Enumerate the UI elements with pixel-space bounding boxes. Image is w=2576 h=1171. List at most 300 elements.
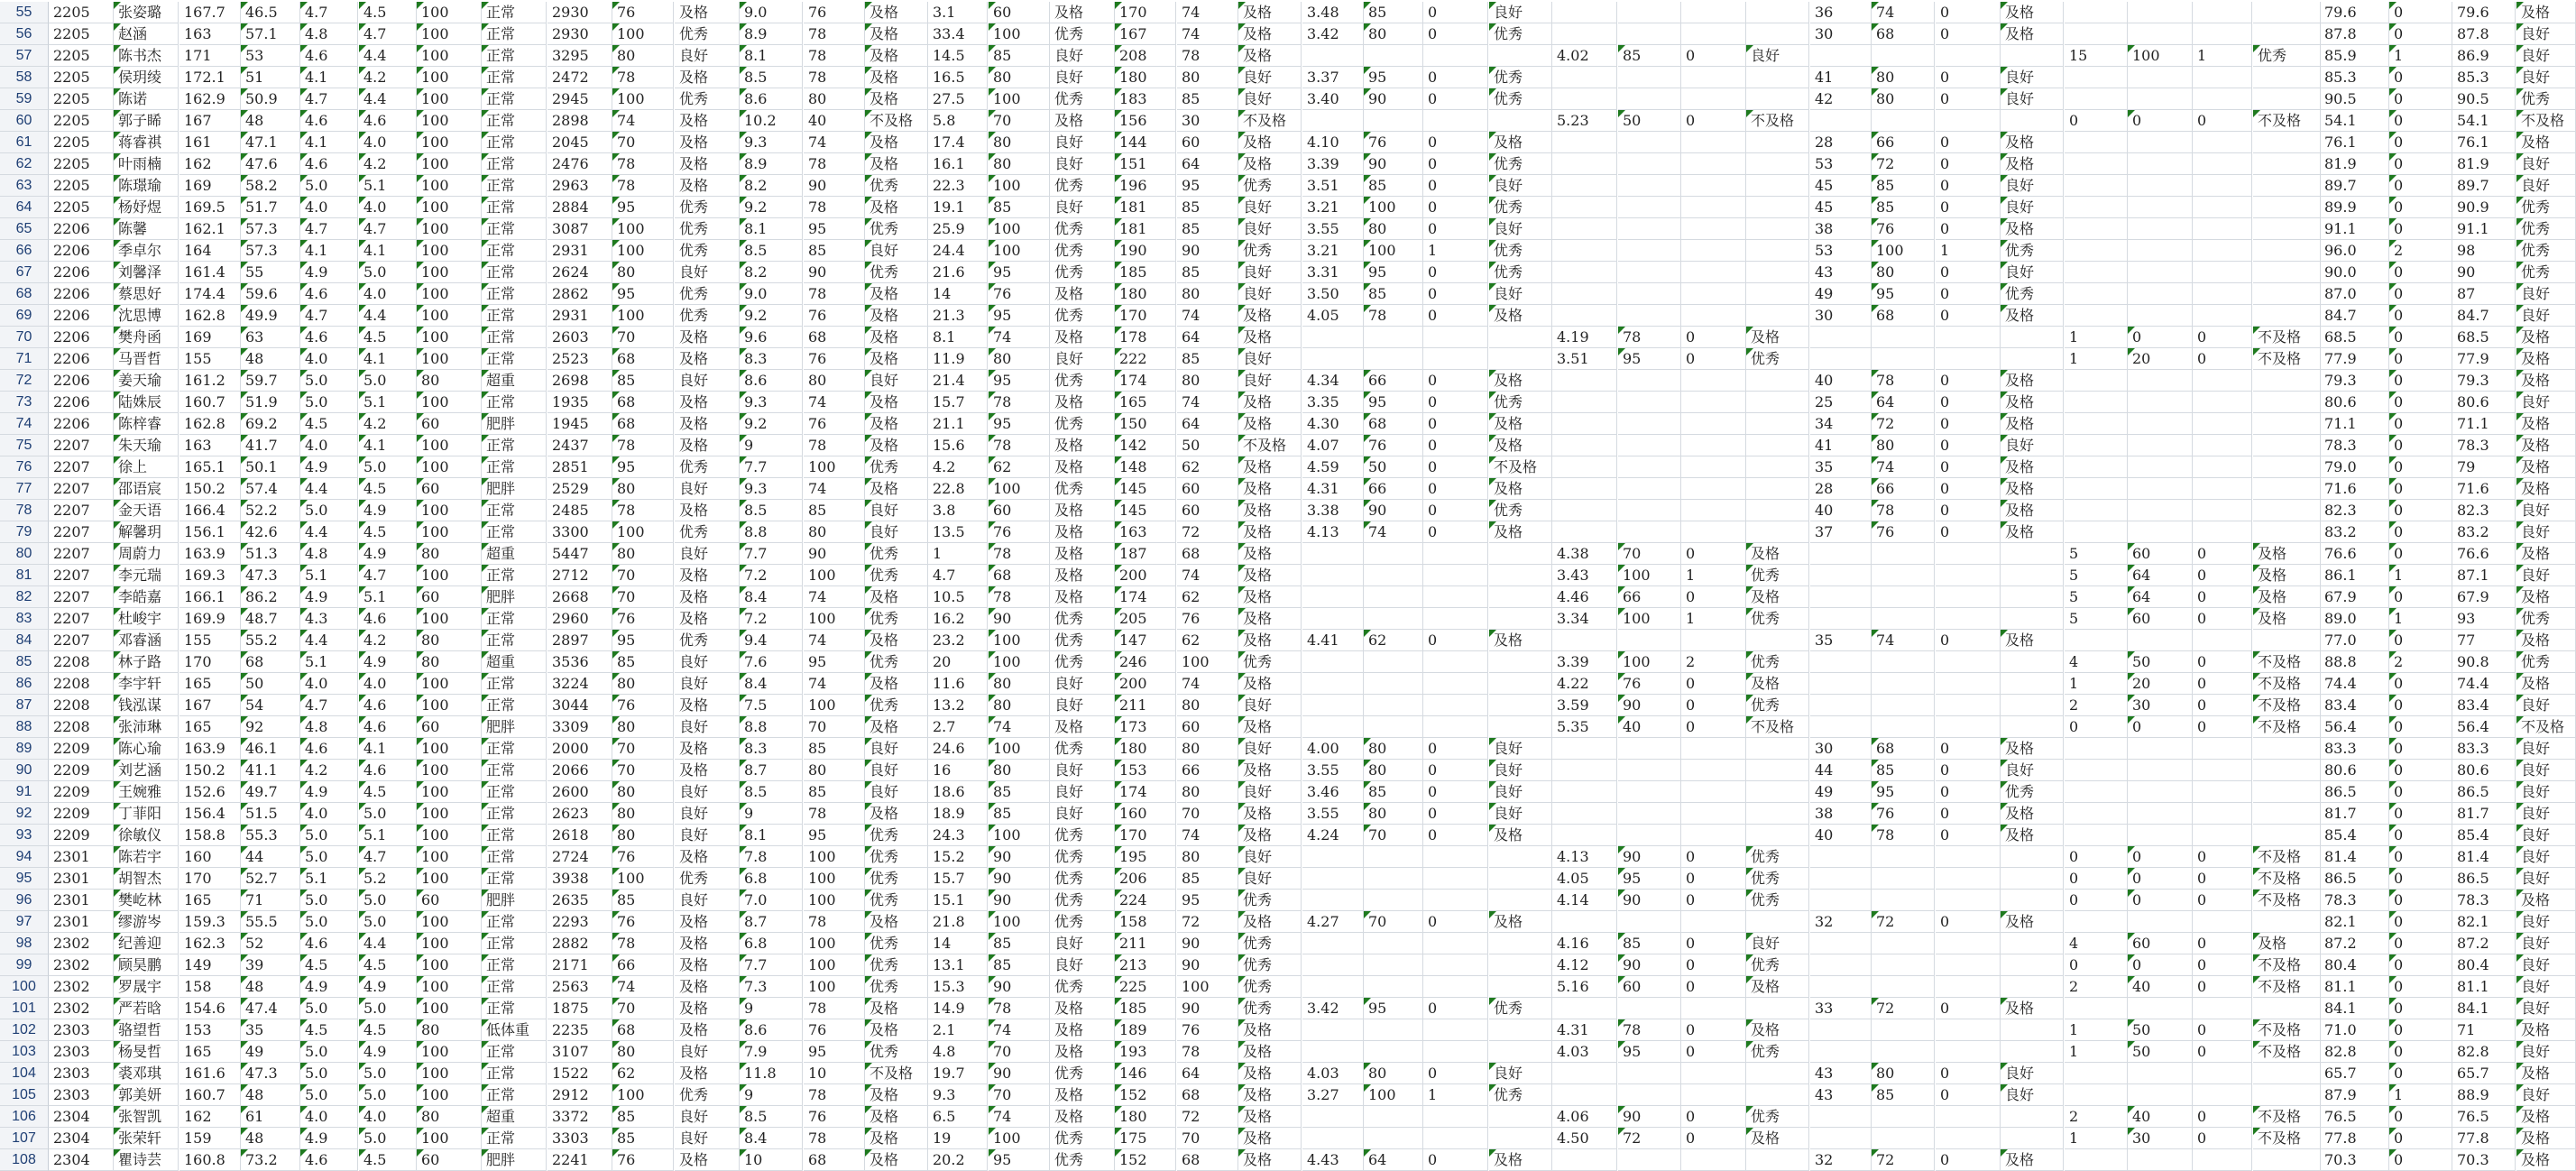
table-cell[interactable]: 及格 [2001, 456, 2064, 478]
table-cell[interactable]: 优秀 [865, 565, 928, 586]
row-number[interactable]: 69 [0, 305, 49, 327]
table-cell[interactable]: 优秀 [1050, 370, 1115, 392]
table-cell[interactable]: 76.5 [2320, 1106, 2389, 1128]
table-cell[interactable]: 1 [1681, 565, 1746, 586]
table-cell[interactable]: 78 [1618, 327, 1681, 348]
table-cell[interactable]: 周蔚力 [114, 543, 179, 565]
table-cell[interactable]: 正常 [482, 175, 547, 197]
table-cell[interactable]: 及格 [2001, 478, 2064, 500]
table-cell[interactable]: 60 [417, 586, 482, 608]
table-cell[interactable]: 90 [1177, 240, 1238, 262]
table-cell[interactable]: 0 [1681, 1019, 1746, 1041]
table-cell[interactable]: 2302 [49, 976, 114, 998]
table-cell[interactable] [1746, 262, 1809, 283]
table-cell[interactable]: 5.1 [359, 586, 417, 608]
table-cell[interactable] [1618, 240, 1681, 262]
table-cell[interactable]: 85 [1177, 88, 1238, 110]
table-cell[interactable]: 杨旻哲 [114, 1041, 179, 1063]
table-cell[interactable] [2128, 2, 2193, 23]
table-cell[interactable]: 77.9 [2452, 348, 2516, 370]
table-cell[interactable]: 陈梓睿 [114, 413, 179, 435]
table-cell[interactable]: 74 [804, 630, 865, 651]
table-cell[interactable] [2128, 478, 2193, 500]
table-cell[interactable]: 100 [804, 868, 865, 890]
table-cell[interactable]: 169.3 [179, 565, 241, 586]
table-cell[interactable]: 213 [1115, 954, 1176, 976]
table-cell[interactable]: 正常 [482, 67, 547, 88]
table-cell[interactable]: 79 [2452, 456, 2516, 478]
table-cell[interactable]: 86.5 [2320, 781, 2389, 803]
table-cell[interactable]: 80 [417, 630, 482, 651]
table-cell[interactable]: 0 [1423, 630, 1488, 651]
table-cell[interactable]: 4.8 [928, 1041, 988, 1063]
table-cell[interactable]: 2066 [547, 760, 612, 781]
table-cell[interactable]: 良好 [675, 803, 740, 825]
table-cell[interactable] [1872, 890, 1935, 911]
table-cell[interactable]: 3.21 [1302, 197, 1364, 218]
table-cell[interactable]: 14 [928, 283, 988, 305]
table-cell[interactable]: 170 [1115, 305, 1176, 327]
table-cell[interactable]: 60 [2128, 543, 2193, 565]
table-cell[interactable]: 149 [179, 954, 241, 976]
table-cell[interactable]: 4.2 [359, 67, 417, 88]
table-cell[interactable]: 优秀 [1050, 651, 1115, 673]
table-cell[interactable] [1552, 738, 1617, 760]
table-cell[interactable]: 正常 [482, 500, 547, 521]
table-cell[interactable] [1423, 716, 1488, 738]
table-cell[interactable]: 87.2 [2320, 933, 2389, 954]
row-number[interactable]: 61 [0, 132, 49, 153]
table-cell[interactable]: 8.5 [740, 781, 803, 803]
table-cell[interactable]: 20 [928, 651, 988, 673]
table-cell[interactable]: 70 [989, 1041, 1050, 1063]
table-cell[interactable]: 优秀 [1050, 911, 1115, 933]
table-cell[interactable]: 100 [612, 240, 674, 262]
table-cell[interactable]: 76 [804, 305, 865, 327]
table-cell[interactable]: 侯玥绫 [114, 67, 179, 88]
table-cell[interactable]: 181 [1115, 197, 1176, 218]
table-cell[interactable] [1552, 500, 1617, 521]
table-cell[interactable] [2001, 716, 2064, 738]
table-cell[interactable]: 及格 [1238, 716, 1302, 738]
table-cell[interactable]: 42 [1810, 88, 1872, 110]
table-cell[interactable]: 8.5 [740, 1106, 803, 1128]
table-cell[interactable]: 2301 [49, 911, 114, 933]
row-number[interactable]: 105 [0, 1084, 49, 1106]
table-cell[interactable]: 樊舟函 [114, 327, 179, 348]
table-cell[interactable]: 及格 [1238, 803, 1302, 825]
table-cell[interactable]: 25 [1810, 392, 1872, 413]
table-cell[interactable] [1489, 45, 1552, 67]
row-number[interactable]: 100 [0, 976, 49, 998]
table-cell[interactable]: 优秀 [1489, 240, 1552, 262]
row-number[interactable]: 75 [0, 435, 49, 456]
table-cell[interactable]: 14.9 [928, 998, 988, 1019]
table-cell[interactable]: 0 [2389, 954, 2452, 976]
table-cell[interactable]: 0 [1936, 218, 2001, 240]
table-cell[interactable]: 72 [1618, 1128, 1681, 1149]
table-cell[interactable]: 1935 [547, 392, 612, 413]
table-cell[interactable]: 85 [612, 890, 674, 911]
table-cell[interactable]: 4.7 [359, 565, 417, 586]
table-cell[interactable]: 95 [612, 630, 674, 651]
table-cell[interactable]: 100 [417, 392, 482, 413]
table-cell[interactable]: 68.5 [2452, 327, 2516, 348]
table-cell[interactable] [2128, 456, 2193, 478]
table-cell[interactable]: 0 [2128, 868, 2193, 890]
table-cell[interactable]: 160.7 [179, 1084, 241, 1106]
table-cell[interactable]: 68 [804, 327, 865, 348]
table-cell[interactable]: 0 [2389, 327, 2452, 348]
table-cell[interactable]: 169.9 [179, 608, 241, 630]
table-cell[interactable]: 0 [2389, 456, 2452, 478]
table-cell[interactable]: 及格 [865, 132, 928, 153]
table-cell[interactable] [1681, 1063, 1746, 1084]
table-cell[interactable]: 89.0 [2320, 608, 2389, 630]
table-cell[interactable]: 17.4 [928, 132, 988, 153]
table-cell[interactable] [2253, 803, 2321, 825]
table-cell[interactable]: 及格 [675, 327, 740, 348]
table-cell[interactable]: 不及格 [2516, 716, 2576, 738]
table-cell[interactable]: 及格 [2001, 738, 2064, 760]
table-cell[interactable]: 良好 [1050, 695, 1115, 716]
table-cell[interactable]: 76 [804, 413, 865, 435]
table-cell[interactable]: 0 [2389, 435, 2452, 456]
table-cell[interactable]: 2207 [49, 543, 114, 565]
table-cell[interactable]: 53 [1810, 240, 1872, 262]
table-cell[interactable]: 刘馨泽 [114, 262, 179, 283]
table-cell[interactable]: 86.5 [2320, 868, 2389, 890]
table-cell[interactable]: 100 [989, 825, 1050, 846]
table-cell[interactable]: 正常 [482, 218, 547, 240]
table-cell[interactable]: 良好 [675, 651, 740, 673]
table-cell[interactable]: 4.7 [300, 88, 358, 110]
table-cell[interactable]: 83.4 [2452, 695, 2516, 716]
table-cell[interactable]: 0 [2193, 890, 2252, 911]
table-cell[interactable]: 及格 [1238, 23, 1302, 45]
table-cell[interactable]: 10.5 [928, 586, 988, 608]
table-cell[interactable]: 2302 [49, 998, 114, 1019]
table-cell[interactable]: 83.4 [2320, 695, 2389, 716]
table-cell[interactable]: 95 [804, 1041, 865, 1063]
table-cell[interactable]: 167 [1115, 23, 1176, 45]
table-cell[interactable]: 0 [2389, 392, 2452, 413]
table-cell[interactable]: 及格 [675, 608, 740, 630]
table-cell[interactable]: 0 [1936, 305, 2001, 327]
table-cell[interactable]: 80 [989, 153, 1050, 175]
table-cell[interactable]: 100 [417, 153, 482, 175]
table-cell[interactable]: 95 [612, 197, 674, 218]
table-cell[interactable] [2065, 197, 2128, 218]
table-cell[interactable]: 10.2 [740, 110, 803, 132]
table-cell[interactable]: 4.19 [1552, 327, 1617, 348]
table-cell[interactable]: 正常 [482, 738, 547, 760]
table-cell[interactable]: 3.37 [1302, 67, 1364, 88]
table-cell[interactable]: 4.5 [359, 781, 417, 803]
table-cell[interactable]: 150 [1115, 413, 1176, 435]
table-cell[interactable]: 2000 [547, 738, 612, 760]
table-cell[interactable]: 良好 [2516, 760, 2576, 781]
table-cell[interactable]: 不及格 [2253, 327, 2321, 348]
table-cell[interactable]: 32 [1810, 1149, 1872, 1171]
table-cell[interactable]: 4.30 [1302, 413, 1364, 435]
table-cell[interactable]: 0 [2389, 500, 2452, 521]
table-cell[interactable]: 76 [612, 1149, 674, 1171]
table-cell[interactable]: 95 [1364, 392, 1423, 413]
table-cell[interactable]: 郭美妍 [114, 1084, 179, 1106]
table-cell[interactable]: 76 [1872, 803, 1935, 825]
row-number[interactable]: 76 [0, 456, 49, 478]
table-cell[interactable] [1872, 348, 1935, 370]
table-cell[interactable] [2253, 456, 2321, 478]
table-cell[interactable] [1746, 88, 1809, 110]
table-cell[interactable] [1618, 370, 1681, 392]
table-cell[interactable]: 0 [1423, 1063, 1488, 1084]
table-cell[interactable]: 4.6 [300, 327, 358, 348]
table-cell[interactable]: 74 [612, 110, 674, 132]
table-cell[interactable]: 8.5 [740, 240, 803, 262]
table-cell[interactable]: 8.1 [928, 327, 988, 348]
table-cell[interactable]: 45 [1810, 175, 1872, 197]
table-cell[interactable] [2253, 240, 2321, 262]
table-cell[interactable]: 2207 [49, 630, 114, 651]
table-cell[interactable]: 100 [612, 88, 674, 110]
table-cell[interactable]: 90.5 [2452, 88, 2516, 110]
table-cell[interactable] [1681, 218, 1746, 240]
table-cell[interactable] [1364, 976, 1423, 998]
table-cell[interactable] [2193, 197, 2252, 218]
table-cell[interactable]: 78 [612, 500, 674, 521]
table-cell[interactable]: 60 [2128, 608, 2193, 630]
table-cell[interactable]: 100 [417, 500, 482, 521]
table-cell[interactable]: 0 [2389, 478, 2452, 500]
table-cell[interactable]: 8.3 [740, 738, 803, 760]
table-cell[interactable]: 80.4 [2452, 954, 2516, 976]
table-cell[interactable]: 4.5 [359, 521, 417, 543]
table-cell[interactable]: 86.2 [241, 586, 300, 608]
table-cell[interactable]: 74 [1177, 23, 1238, 45]
table-cell[interactable]: 78 [804, 435, 865, 456]
table-cell[interactable]: 优秀 [865, 543, 928, 565]
table-cell[interactable]: 80 [804, 760, 865, 781]
table-cell[interactable]: 及格 [2516, 1063, 2576, 1084]
table-cell[interactable]: 2898 [547, 110, 612, 132]
table-cell[interactable]: 不及格 [2253, 846, 2321, 868]
table-cell[interactable]: 0 [2389, 2, 2452, 23]
table-cell[interactable]: 及格 [2253, 933, 2321, 954]
table-cell[interactable] [1364, 45, 1423, 67]
table-cell[interactable]: 良好 [1050, 67, 1115, 88]
table-cell[interactable]: 优秀 [1050, 1063, 1115, 1084]
table-cell[interactable]: 优秀 [1050, 825, 1115, 846]
table-cell[interactable]: 5.35 [1552, 716, 1617, 738]
table-cell[interactable] [1364, 110, 1423, 132]
table-cell[interactable] [2001, 846, 2064, 868]
table-cell[interactable]: 及格 [2516, 890, 2576, 911]
table-cell[interactable] [1681, 760, 1746, 781]
table-cell[interactable]: 3.48 [1302, 2, 1364, 23]
table-cell[interactable]: 85 [989, 933, 1050, 954]
table-cell[interactable]: 86.1 [2320, 565, 2389, 586]
table-cell[interactable]: 14.5 [928, 45, 988, 67]
table-cell[interactable]: 及格 [865, 630, 928, 651]
table-cell[interactable]: 正常 [482, 673, 547, 695]
table-cell[interactable]: 0 [1423, 998, 1488, 1019]
table-cell[interactable]: 95 [1364, 262, 1423, 283]
table-cell[interactable]: 2206 [49, 218, 114, 240]
table-cell[interactable]: 0 [1936, 998, 2001, 1019]
table-cell[interactable]: 11.9 [928, 348, 988, 370]
table-cell[interactable]: 90 [1364, 153, 1423, 175]
table-cell[interactable]: 9.4 [740, 630, 803, 651]
table-cell[interactable]: 100 [417, 521, 482, 543]
table-cell[interactable] [1423, 565, 1488, 586]
table-cell[interactable]: 2302 [49, 933, 114, 954]
table-cell[interactable]: 良好 [1746, 933, 1809, 954]
table-cell[interactable] [1423, 348, 1488, 370]
table-cell[interactable]: 4.4 [359, 45, 417, 67]
table-cell[interactable]: 70 [989, 110, 1050, 132]
table-cell[interactable] [1364, 673, 1423, 695]
table-cell[interactable]: 良好 [2516, 911, 2576, 933]
table-cell[interactable]: 2206 [49, 413, 114, 435]
table-cell[interactable]: 及格 [2001, 23, 2064, 45]
table-cell[interactable]: 0 [2389, 521, 2452, 543]
row-number[interactable]: 60 [0, 110, 49, 132]
table-cell[interactable] [2001, 976, 2064, 998]
table-cell[interactable] [1746, 998, 1809, 1019]
table-cell[interactable]: 0 [2193, 1041, 2252, 1063]
table-cell[interactable]: 167 [179, 695, 241, 716]
table-cell[interactable] [1936, 110, 2001, 132]
table-cell[interactable]: 20.2 [928, 1149, 988, 1171]
table-cell[interactable] [1302, 846, 1364, 868]
table-cell[interactable]: 3303 [547, 1128, 612, 1149]
table-cell[interactable] [1618, 781, 1681, 803]
table-cell[interactable]: 良好 [675, 262, 740, 283]
table-cell[interactable]: 0 [1936, 435, 2001, 456]
table-cell[interactable] [2065, 803, 2128, 825]
table-cell[interactable]: 2563 [547, 976, 612, 998]
table-cell[interactable]: 7.9 [740, 1041, 803, 1063]
table-cell[interactable]: 0 [2065, 954, 2128, 976]
table-cell[interactable]: 良好 [2001, 197, 2064, 218]
table-cell[interactable]: 156 [1115, 110, 1176, 132]
table-cell[interactable]: 85 [1177, 197, 1238, 218]
table-cell[interactable] [1489, 327, 1552, 348]
table-cell[interactable]: 2301 [49, 890, 114, 911]
table-cell[interactable]: 0 [2389, 283, 2452, 305]
table-cell[interactable]: 8.4 [740, 586, 803, 608]
table-cell[interactable]: 良好 [1746, 45, 1809, 67]
table-cell[interactable]: 2209 [49, 760, 114, 781]
table-cell[interactable]: 86.5 [2452, 781, 2516, 803]
table-cell[interactable]: 0 [1423, 2, 1488, 23]
table-cell[interactable]: 良好 [2516, 954, 2576, 976]
table-cell[interactable]: 30 [1177, 110, 1238, 132]
table-cell[interactable] [1746, 370, 1809, 392]
table-cell[interactable]: 5.0 [300, 1041, 358, 1063]
table-cell[interactable]: 及格 [675, 67, 740, 88]
table-cell[interactable]: 85 [989, 781, 1050, 803]
table-cell[interactable] [1936, 327, 2001, 348]
table-cell[interactable] [2001, 695, 2064, 716]
table-cell[interactable] [2001, 1106, 2064, 1128]
table-cell[interactable] [1302, 954, 1364, 976]
table-cell[interactable] [2065, 1149, 2128, 1171]
table-cell[interactable]: 80 [1364, 738, 1423, 760]
table-cell[interactable] [2193, 1149, 2252, 1171]
table-cell[interactable] [1746, 305, 1809, 327]
table-cell[interactable]: 11.8 [740, 1063, 803, 1084]
table-cell[interactable]: 8.8 [740, 521, 803, 543]
table-cell[interactable]: 优秀 [675, 88, 740, 110]
table-cell[interactable]: 81.1 [2452, 976, 2516, 998]
table-cell[interactable]: 2668 [547, 586, 612, 608]
table-cell[interactable] [2065, 67, 2128, 88]
table-cell[interactable]: 98 [2452, 240, 2516, 262]
table-cell[interactable]: 70 [612, 565, 674, 586]
table-cell[interactable]: 良好 [2516, 825, 2576, 846]
table-cell[interactable]: 8.4 [740, 1128, 803, 1149]
table-cell[interactable]: 0 [2389, 738, 2452, 760]
table-cell[interactable] [2065, 521, 2128, 543]
table-cell[interactable]: 2205 [49, 23, 114, 45]
table-cell[interactable]: 优秀 [1489, 500, 1552, 521]
table-cell[interactable]: 优秀 [675, 1084, 740, 1106]
table-cell[interactable]: 174 [1115, 586, 1176, 608]
table-cell[interactable]: 及格 [2001, 500, 2064, 521]
table-cell[interactable]: 53 [1810, 153, 1872, 175]
table-cell[interactable]: 225 [1115, 976, 1176, 998]
table-cell[interactable]: 95 [1872, 781, 1935, 803]
table-cell[interactable] [1936, 1041, 2001, 1063]
table-cell[interactable]: 85 [1872, 197, 1935, 218]
table-cell[interactable] [1489, 954, 1552, 976]
table-cell[interactable]: 13.1 [928, 954, 988, 976]
table-cell[interactable] [2065, 218, 2128, 240]
table-cell[interactable]: 78 [804, 283, 865, 305]
table-cell[interactable]: 0 [1423, 67, 1488, 88]
table-cell[interactable]: 良好 [2001, 67, 2064, 88]
table-cell[interactable]: 良好 [2516, 67, 2576, 88]
table-cell[interactable] [1552, 521, 1617, 543]
table-cell[interactable]: 4.0 [359, 132, 417, 153]
table-cell[interactable]: 优秀 [1238, 240, 1302, 262]
table-cell[interactable]: 85 [1872, 175, 1935, 197]
table-cell[interactable]: 95 [989, 262, 1050, 283]
table-cell[interactable]: 正常 [482, 348, 547, 370]
table-cell[interactable]: 4.1 [359, 240, 417, 262]
table-cell[interactable]: 43 [1810, 1084, 1872, 1106]
table-cell[interactable]: 50 [1177, 435, 1238, 456]
table-cell[interactable]: 16.2 [928, 608, 988, 630]
table-cell[interactable] [1746, 825, 1809, 846]
table-cell[interactable]: 正常 [482, 262, 547, 283]
table-cell[interactable]: 及格 [1050, 716, 1115, 738]
table-cell[interactable] [1681, 240, 1746, 262]
table-cell[interactable]: 60 [417, 716, 482, 738]
table-cell[interactable]: 44 [241, 846, 300, 868]
table-cell[interactable] [2253, 132, 2321, 153]
table-cell[interactable]: 76 [1364, 435, 1423, 456]
table-cell[interactable]: 151 [1115, 153, 1176, 175]
table-cell[interactable]: 8.8 [740, 716, 803, 738]
table-cell[interactable]: 64 [1177, 153, 1238, 175]
table-cell[interactable]: 4.43 [1302, 1149, 1364, 1171]
table-cell[interactable]: 优秀 [1489, 392, 1552, 413]
table-cell[interactable] [1618, 197, 1681, 218]
